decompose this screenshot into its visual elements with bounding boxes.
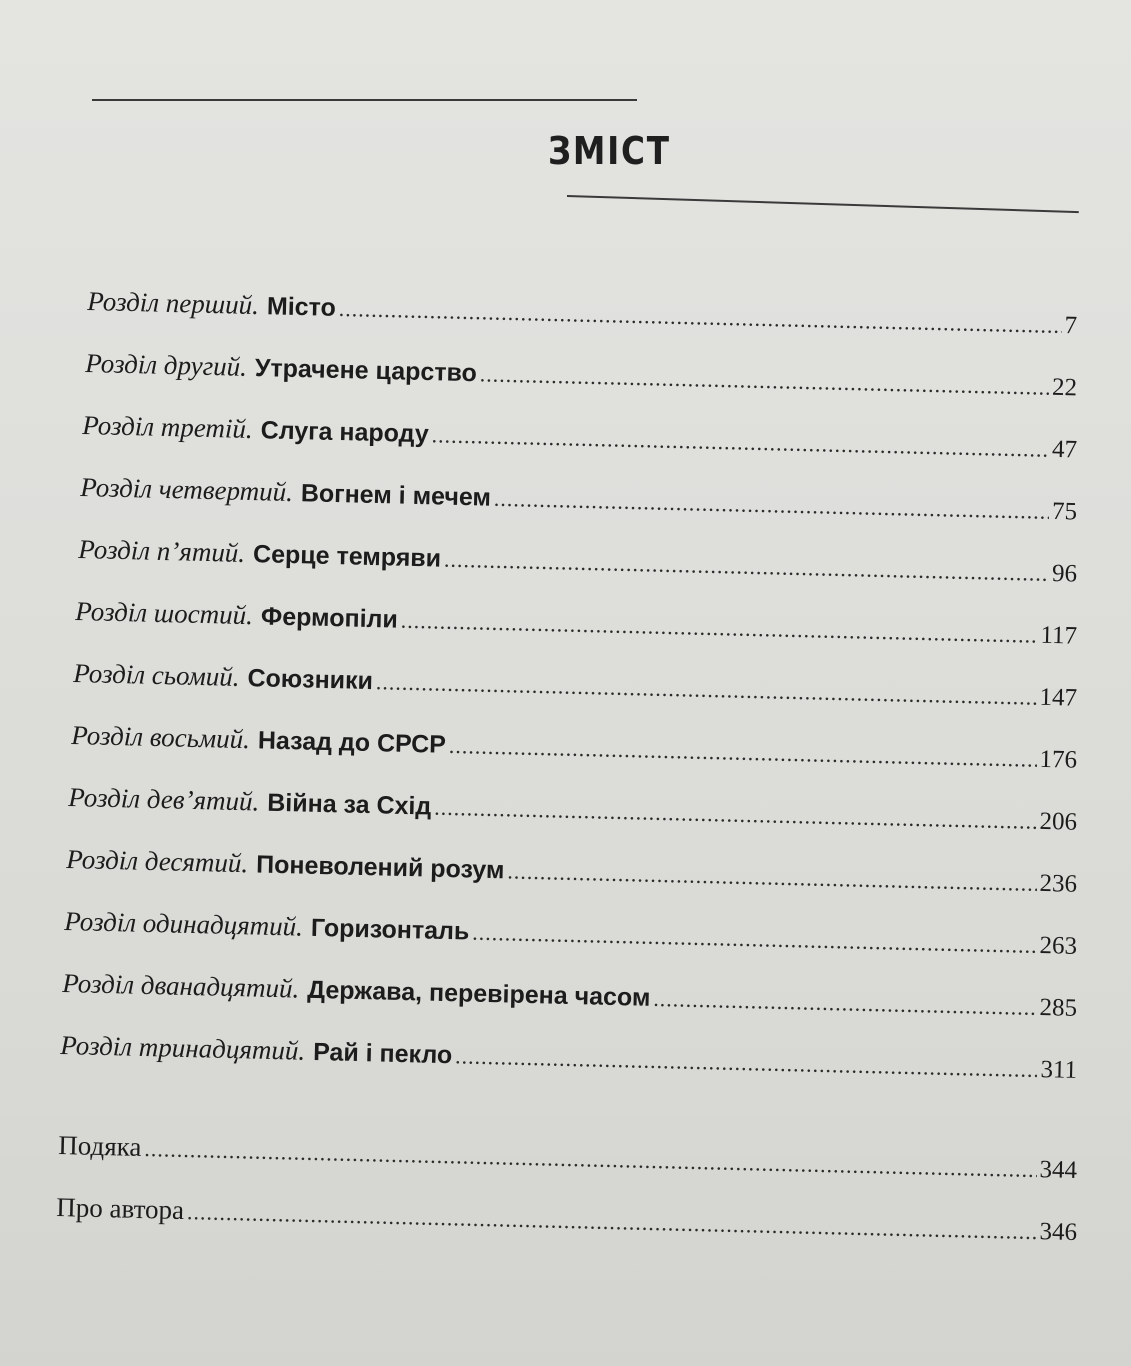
toc-entry-chapter-3 <box>82 410 1077 464</box>
chapter-label: Розділ дванадцятий. <box>62 968 300 1004</box>
dot-leader <box>434 795 1037 835</box>
page-number: 96 <box>1051 559 1078 588</box>
chapter-label: Розділ шостий. <box>75 596 254 631</box>
chapter-title: Серце темряви <box>252 540 442 573</box>
page-number: 311 <box>1040 1056 1078 1084</box>
chapter-label: Розділ перший. <box>87 286 260 321</box>
toc-entry-chapter-2 <box>85 348 1077 402</box>
chapter-title: Слуга народу <box>260 416 430 449</box>
chapter-label: Розділ десятий. <box>66 844 249 879</box>
toc-entry-acknowledgements <box>58 1130 1077 1185</box>
dot-leader <box>455 1043 1038 1083</box>
chapter-label: Розділ третій. <box>82 410 254 445</box>
chapter-title: Фермопіли <box>260 602 399 634</box>
page-number: 206 <box>1039 807 1078 836</box>
page-number: 236 <box>1039 869 1078 898</box>
dot-leader <box>400 608 1037 649</box>
chapter-label: Розділ одинадцятий. <box>64 906 304 942</box>
dot-leader <box>144 1136 1037 1183</box>
section-title: Про автора <box>56 1192 185 1226</box>
dot-leader <box>480 361 1050 400</box>
dot-leader <box>376 669 1037 711</box>
page-number: 75 <box>1051 497 1078 526</box>
dot-leader <box>431 422 1049 463</box>
chapter-title: Назад до СРСР <box>257 726 447 759</box>
page-number: 176 <box>1039 745 1078 774</box>
toc-entry-chapter-4 <box>80 472 1077 526</box>
dot-leader <box>494 486 1050 525</box>
toc-entry-chapter-5 <box>78 534 1077 589</box>
toc-entry-chapter-10 <box>66 844 1077 899</box>
chapter-label: Розділ четвертий. <box>80 472 294 508</box>
page-number: 344 <box>1039 1156 1078 1185</box>
toc-entry-chapter-11 <box>64 906 1077 961</box>
page-number: 285 <box>1039 994 1078 1022</box>
toc-entry-chapter-12 <box>62 968 1077 1023</box>
chapter-label: Розділ дев’ятий. <box>68 782 260 817</box>
chapter-title: Вогнем і мечем <box>300 479 492 512</box>
chapter-title: Держава, перевірена часом <box>307 975 651 1012</box>
dot-leader <box>444 547 1050 587</box>
page-number: 346 <box>1039 1218 1078 1247</box>
page-number: 22 <box>1051 373 1078 402</box>
page-title: ЗМІСТ <box>548 129 671 173</box>
chapter-title: Союзники <box>247 664 374 696</box>
toc-entry-about-author <box>56 1192 1077 1247</box>
section-title: Подяка <box>58 1130 142 1162</box>
dot-leader <box>653 986 1037 1021</box>
dot-leader <box>449 733 1037 773</box>
chapter-label: Розділ тринадцятий. <box>60 1030 306 1066</box>
page-number: 7 <box>1064 312 1078 340</box>
toc-entry-chapter-6 <box>75 596 1077 651</box>
chapter-title: Горизонталь <box>310 913 470 946</box>
chapter-label: Розділ сьомий. <box>73 658 240 692</box>
dot-leader <box>187 1199 1037 1245</box>
toc-entry-chapter-9 <box>68 782 1077 837</box>
page-number: 47 <box>1051 435 1078 464</box>
page-number: 117 <box>1040 621 1078 650</box>
page-number: 147 <box>1039 683 1078 712</box>
toc-entry-chapter-13 <box>60 1030 1077 1085</box>
chapter-title: Рай і пекло <box>312 1037 453 1070</box>
chapter-title: Війна за Схід <box>266 788 432 821</box>
toc-entry-chapter-7 <box>73 658 1077 713</box>
chapter-label: Розділ п’ятий. <box>78 534 246 568</box>
dot-leader <box>507 858 1037 896</box>
chapter-title: Утрачене царство <box>254 354 478 388</box>
page-number: 263 <box>1039 931 1078 960</box>
dot-leader <box>472 920 1037 959</box>
chapter-label: Розділ восьмий. <box>71 720 251 755</box>
chapter-title: Поневолений розум <box>255 850 505 885</box>
toc-entry-chapter-1 <box>87 286 1077 340</box>
dot-leader <box>338 296 1061 339</box>
chapter-label: Розділ другий. <box>85 348 248 382</box>
chapter-title: Місто <box>266 292 337 322</box>
toc-entry-chapter-8 <box>71 720 1077 775</box>
